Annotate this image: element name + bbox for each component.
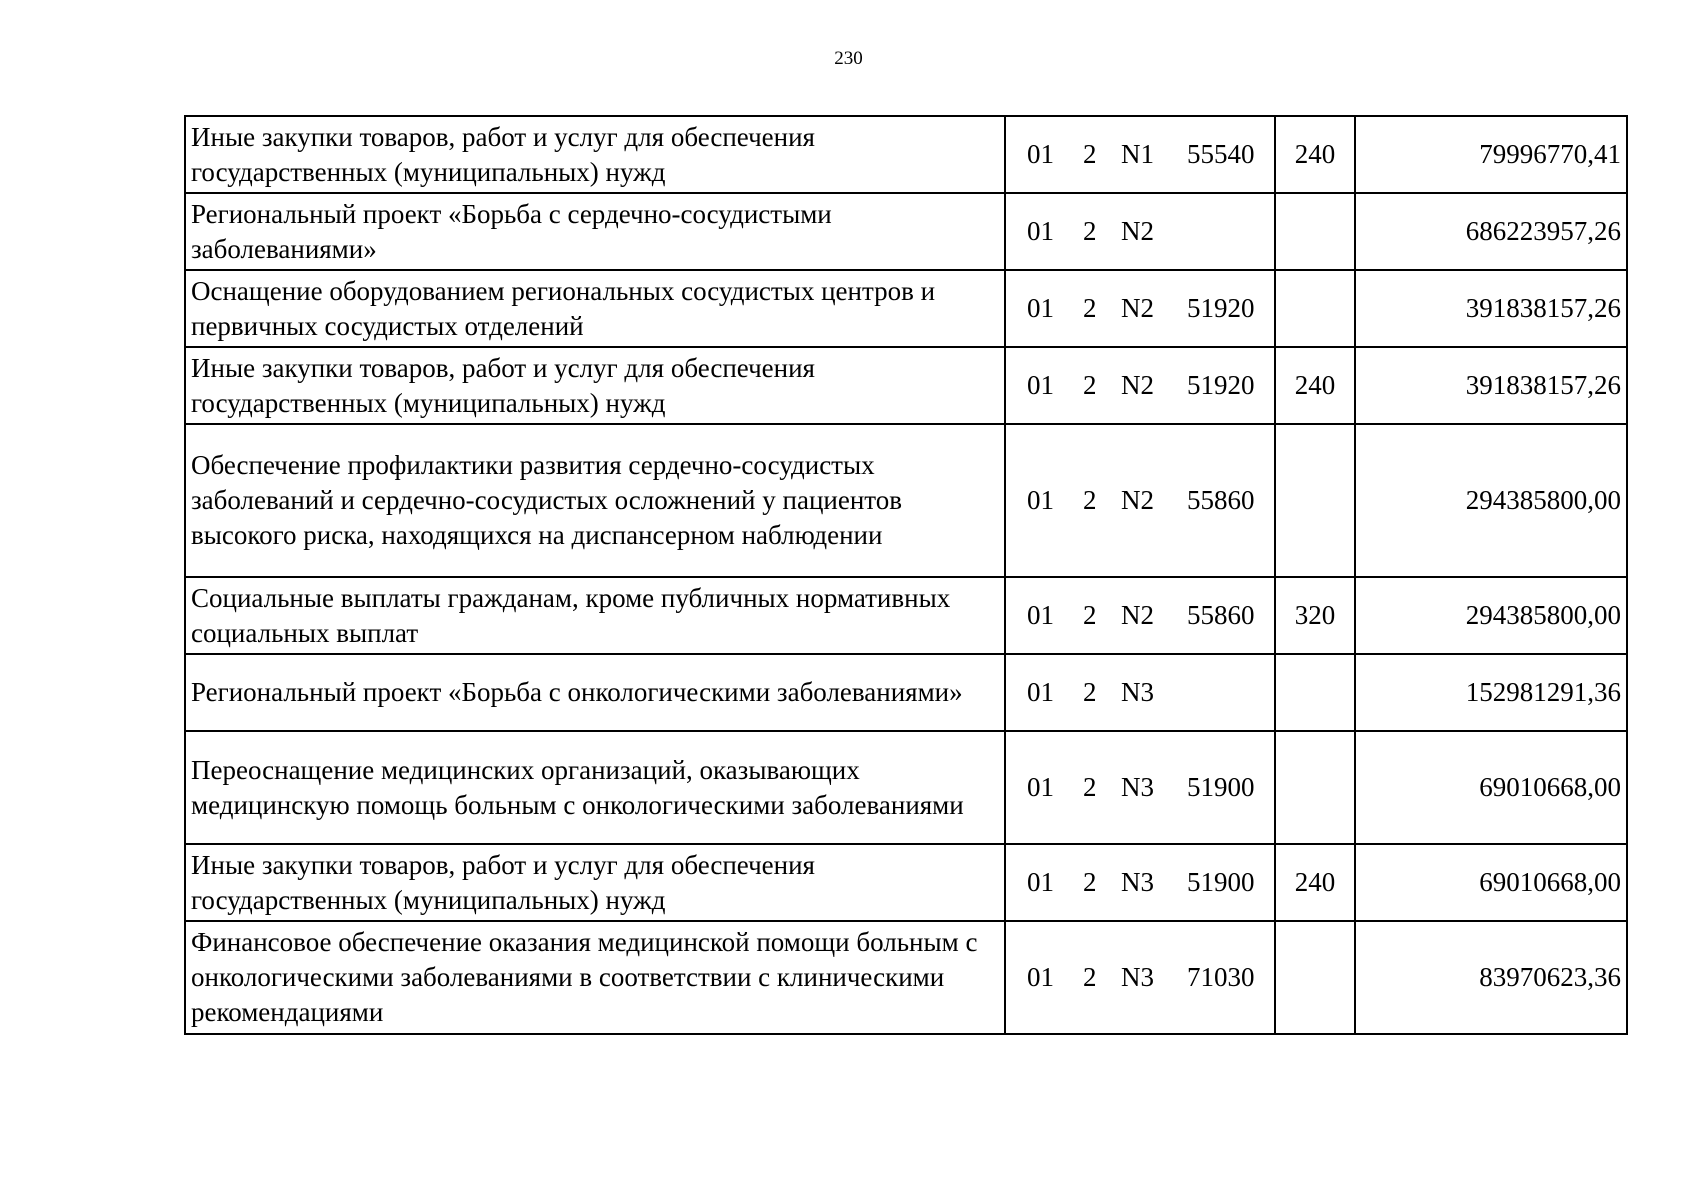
expense-type-cell: 240 xyxy=(1275,844,1355,921)
project-code: N2 xyxy=(1121,485,1154,515)
row-name-cell: Региональный проект «Борьба с сердечно-сосудистыми заболеваниями» xyxy=(185,193,1005,270)
amount-cell: 391838157,26 xyxy=(1355,347,1627,424)
direction-code: 55860 xyxy=(1187,600,1255,630)
subprogram-code: 2 xyxy=(1083,370,1097,400)
amount-cell: 294385800,00 xyxy=(1355,424,1627,577)
direction-code: 55540 xyxy=(1187,139,1255,169)
row-csr-cell xyxy=(1005,347,1275,424)
page-number: 230 xyxy=(834,48,863,69)
expense-type-cell xyxy=(1275,654,1355,731)
table-row xyxy=(185,577,1627,654)
direction-code: 55860 xyxy=(1187,485,1255,515)
program-code: 01 xyxy=(1027,293,1054,323)
row-csr-cell xyxy=(1005,577,1275,654)
amount-cell: 83970623,36 xyxy=(1355,921,1627,1034)
amount-cell: 69010668,00 xyxy=(1355,844,1627,921)
amount-cell: 294385800,00 xyxy=(1355,577,1627,654)
program-code: 01 xyxy=(1027,139,1054,169)
expense-type-cell xyxy=(1275,193,1355,270)
program-code: 01 xyxy=(1027,485,1054,515)
program-code: 01 xyxy=(1027,962,1054,992)
project-code: N2 xyxy=(1121,370,1154,400)
row-name-cell: Иные закупки товаров, работ и услуг для обеспечения государственных (муниципальных) нужд xyxy=(185,844,1005,921)
program-code: 01 xyxy=(1027,772,1054,802)
direction-code: 51900 xyxy=(1187,867,1255,897)
amount-cell: 69010668,00 xyxy=(1355,731,1627,844)
program-code: 01 xyxy=(1027,216,1054,246)
table-row xyxy=(185,654,1627,731)
program-code: 01 xyxy=(1027,370,1054,400)
direction-code: 71030 xyxy=(1187,962,1255,992)
budget-table xyxy=(184,115,1628,1035)
row-name-cell: Обеспечение профилактики развития сердечно-сосудистых заболеваний и сердечно-сосудистых осложнений у пациентов высокого риска, находящихся на диспансерном наблюдении xyxy=(185,424,1005,577)
amount-cell: 152981291,36 xyxy=(1355,654,1627,731)
project-code: N3 xyxy=(1121,677,1154,707)
row-name-cell: Иные закупки товаров, работ и услуг для обеспечения государственных (муниципальных) нужд xyxy=(185,347,1005,424)
expense-type-cell xyxy=(1275,424,1355,577)
direction-code: 51920 xyxy=(1187,293,1255,323)
expense-type-cell: 240 xyxy=(1275,116,1355,193)
table-row xyxy=(185,731,1627,844)
project-code: N3 xyxy=(1121,867,1154,897)
expense-type-cell: 240 xyxy=(1275,347,1355,424)
project-code: N2 xyxy=(1121,600,1154,630)
subprogram-code: 2 xyxy=(1083,139,1097,169)
table-row xyxy=(185,347,1627,424)
row-name-cell: Оснащение оборудованием региональных сосудистых центров и первичных сосудистых отделений xyxy=(185,270,1005,347)
row-csr-cell xyxy=(1005,116,1275,193)
project-code: N2 xyxy=(1121,293,1154,323)
project-code: N3 xyxy=(1121,962,1154,992)
project-code: N1 xyxy=(1121,139,1154,169)
row-name-cell: Переоснащение медицинских организаций, оказывающих медицинскую помощь больным с онкологическими заболеваниями xyxy=(185,731,1005,844)
table-row xyxy=(185,424,1627,577)
subprogram-code: 2 xyxy=(1083,772,1097,802)
subprogram-code: 2 xyxy=(1083,962,1097,992)
row-csr-cell xyxy=(1005,270,1275,347)
table-row xyxy=(185,116,1627,193)
table-row xyxy=(185,270,1627,347)
subprogram-code: 2 xyxy=(1083,677,1097,707)
program-code: 01 xyxy=(1027,677,1054,707)
row-csr-cell xyxy=(1005,193,1275,270)
subprogram-code: 2 xyxy=(1083,867,1097,897)
row-name-cell: Региональный проект «Борьба с онкологическими заболеваниями» xyxy=(185,654,1005,731)
row-csr-cell xyxy=(1005,654,1275,731)
row-csr-cell xyxy=(1005,731,1275,844)
table-row xyxy=(185,193,1627,270)
direction-code: 51920 xyxy=(1187,370,1255,400)
direction-code: 51900 xyxy=(1187,772,1255,802)
expense-type-cell xyxy=(1275,731,1355,844)
subprogram-code: 2 xyxy=(1083,216,1097,246)
amount-cell: 391838157,26 xyxy=(1355,270,1627,347)
subprogram-code: 2 xyxy=(1083,600,1097,630)
row-name-cell: Иные закупки товаров, работ и услуг для обеспечения государственных (муниципальных) нужд xyxy=(185,116,1005,193)
project-code: N2 xyxy=(1121,216,1154,246)
program-code: 01 xyxy=(1027,600,1054,630)
row-name-cell: Финансовое обеспечение оказания медицинской помощи больным с онкологическими заболеваниями в соответствии с клиническими рекомендациями xyxy=(185,921,1005,1034)
program-code: 01 xyxy=(1027,867,1054,897)
subprogram-code: 2 xyxy=(1083,485,1097,515)
expense-type-cell xyxy=(1275,921,1355,1034)
row-name-cell: Социальные выплаты гражданам, кроме публичных нормативных социальных выплат xyxy=(185,577,1005,654)
project-code: N3 xyxy=(1121,772,1154,802)
expense-type-cell: 320 xyxy=(1275,577,1355,654)
table-row xyxy=(185,844,1627,921)
row-csr-cell xyxy=(1005,424,1275,577)
expense-type-cell xyxy=(1275,270,1355,347)
amount-cell: 686223957,26 xyxy=(1355,193,1627,270)
table-row xyxy=(185,921,1627,1034)
row-csr-cell xyxy=(1005,921,1275,1034)
row-csr-cell xyxy=(1005,844,1275,921)
amount-cell: 79996770,41 xyxy=(1355,116,1627,193)
subprogram-code: 2 xyxy=(1083,293,1097,323)
